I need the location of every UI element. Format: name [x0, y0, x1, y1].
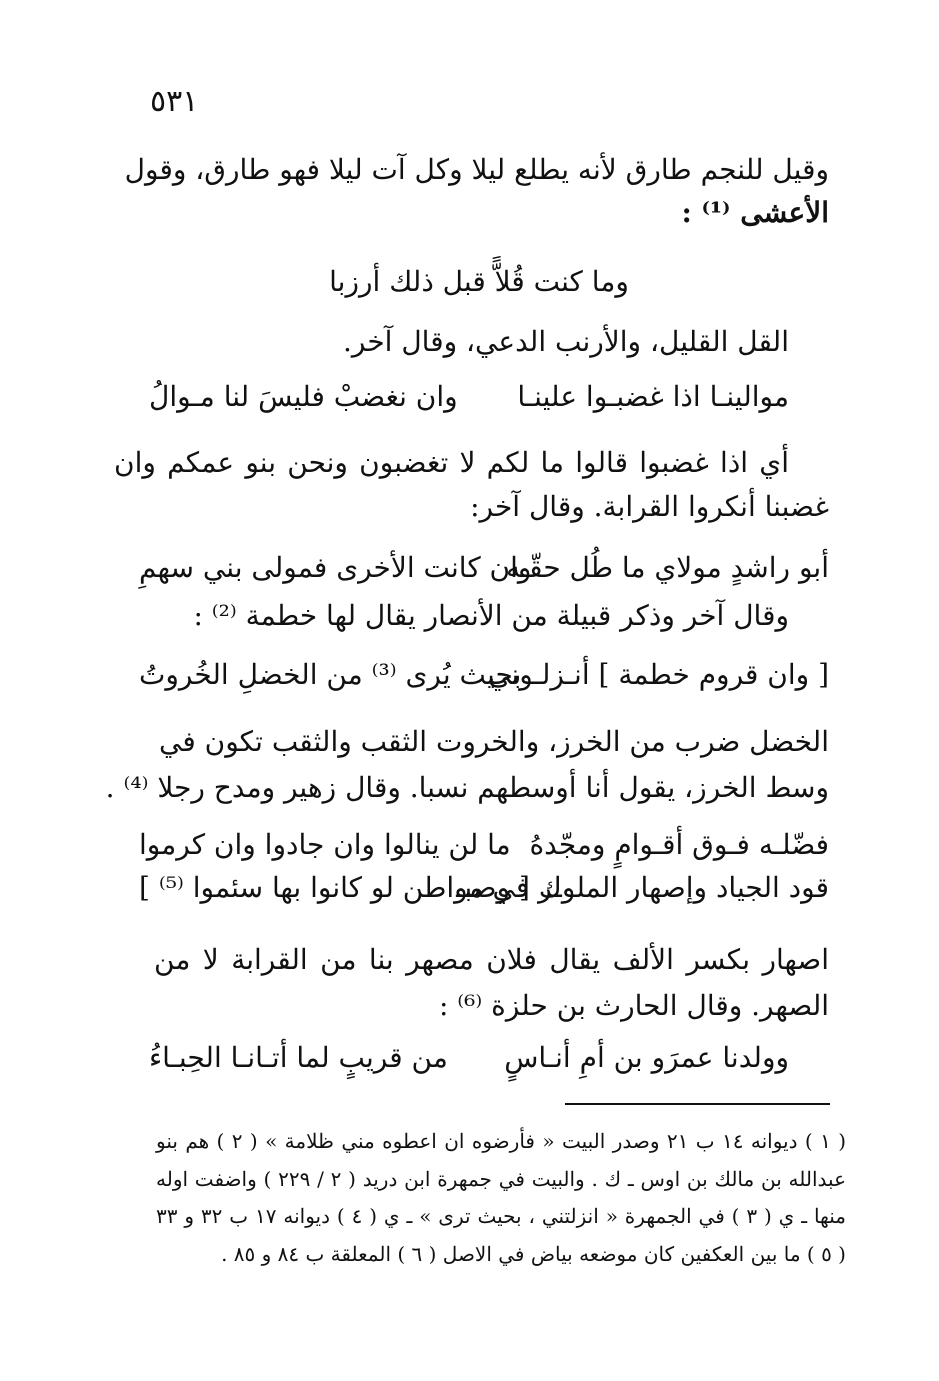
footnote-line-3: منها ـ ي ( ٣ ) في الجمهرة « انزلتني ، بحيث ترى » ـ ي ( ٤ ) ديوانه ١٧ ب ٣٢ و ٣٣ [156, 1204, 846, 1228]
verse-3-second-hemistich: بحيث يُرى ⁽³⁾ من الخضلِ الخُروتُ [139, 658, 522, 691]
verse-2 [139, 548, 829, 588]
verse-2-first-hemistich: أبو راشدٍ مولاي ما طُل حقّـه [505, 551, 829, 584]
footnote-line-2: عبدالله بن مالك بن اوس ـ ك . والبيت في جمهرة ابن دريد ( ٢ / ٢٢٩ ) واضفت اوله [156, 1167, 847, 1191]
verse-4-second-hemistich: ما لن ينالوا وان جادوا وان كرموا [139, 828, 511, 861]
text-line-16: الصهر. وقال الحارث بن حلزة ⁽⁶⁾ : [438, 989, 829, 1022]
text-line-4: القل القليل، والأرنب الدعي، وقال آخر. [342, 325, 789, 358]
verse-2-second-hemistich: وان كانت الأخرى فمولى بني سهمِ [139, 551, 532, 584]
verse-1 [149, 377, 789, 417]
verse-5-first-hemistich: قود الجياد وإصهار الملوك [ وصبـ [456, 871, 829, 904]
text-line-2: الأعشى ⁽¹⁾ : [681, 196, 829, 229]
footnote-line-1: ( ١ ) ديوانه ١٤ ب ٢١ وصدر البيت « فأرضوه ان اعطوه مني ظلامة » ( ٢ ) هم بنو [156, 1129, 847, 1153]
text-line-1: وقيل للنجم طارق لأنه يطلع ليلا وكل آت ليلا فهو طارق، وقول [124, 153, 829, 186]
text-line-15: اصهار بكسر الألف يقال فلان مصهر بنا من القرابة لا من [154, 943, 829, 976]
text-line-6: أي اذا غضبوا قالوا ما لكم لا تغضبون ونحن بنو عمكم وان [114, 446, 789, 479]
text-line-7: غضبنا أنكروا القرابة. وقال آخر: [470, 490, 829, 523]
verse-3 [139, 655, 829, 695]
verse-fragment: وما كنت قُلاًّ قبل ذلك أرزبا [329, 265, 629, 298]
footnote-separator [565, 1103, 830, 1105]
verse-1-second-hemistich: وان نغضبْ فليسَ لنا مـوالُ [149, 380, 458, 413]
verse-1-first-hemistich: موالينـا اذا غضبـوا علينـا [517, 380, 789, 413]
text-line-11: الخضل ضرب من الخرز، والخروت الثقب والثقب تكون في [159, 725, 829, 758]
verse-6 [149, 1038, 789, 1078]
page-number: ٥٣١ [150, 84, 199, 119]
text-line-12: وسط الخرز، يقول أنا أوسطهم نسبا. وقال زهير ومدح رجلا ⁽⁴⁾ . [105, 771, 829, 804]
verse-4 [139, 825, 829, 865]
verse-3-first-hemistich: [ وان قروم خطمة ] أنـزلـوني [488, 658, 829, 691]
verse-6-second-hemistich: من قريبٍ لما أتـانـا الحِبـاءُ [149, 1041, 448, 1074]
verse-6-first-hemistich: وولدنا عمرَو بن أمِ أنـاسٍ [504, 1041, 789, 1074]
text-line-9: وقال آخر وذكر قبيلة من الأنصار يقال لها خطمة ⁽²⁾ : [193, 599, 789, 632]
verse-5 [139, 868, 829, 908]
verse-4-first-hemistich: فضّلـه فـوق أقـوامٍ ومجّدهُ [529, 828, 829, 861]
verse-5-second-hemistich: ـر في مواطن لو كانوا بها سئموا ⁽⁵⁾ ] [139, 871, 562, 904]
footnote-line-4: ( ٥ ) ما بين العكفين كان موضعه بياض في الاصل ( ٦ ) المعلقة ب ٨٤ و ٨٥ . [221, 1242, 846, 1266]
